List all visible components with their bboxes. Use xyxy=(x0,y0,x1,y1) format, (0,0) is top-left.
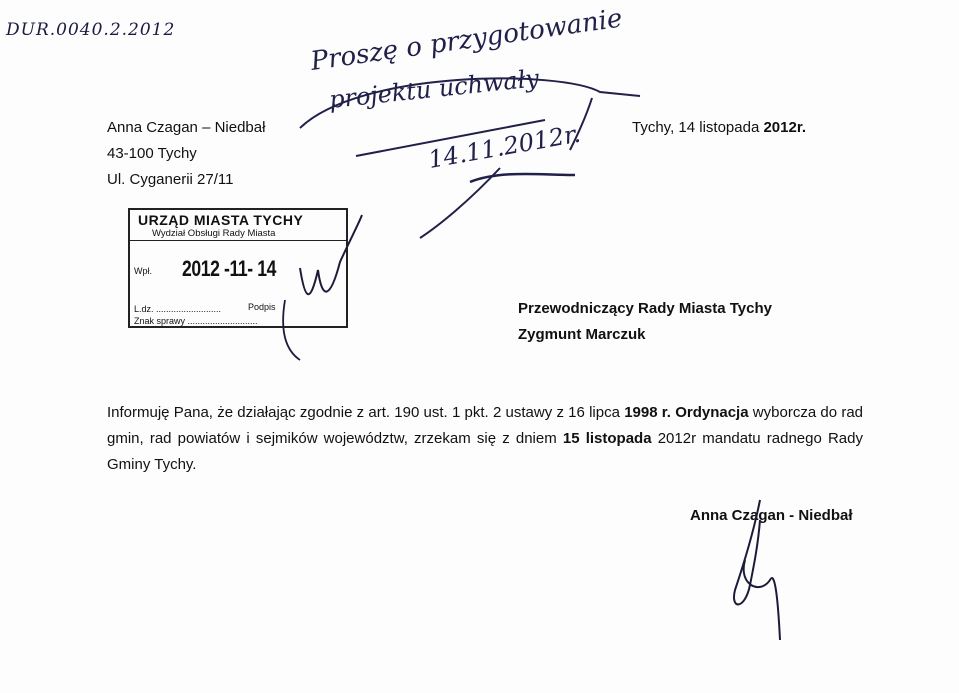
place-date xyxy=(632,117,806,138)
letter-body xyxy=(107,400,863,478)
stamp-received-label: Wpł. xyxy=(134,266,152,276)
body-bold-2: 15 listopada xyxy=(562,430,652,447)
body-text-2: wyborcza do rad gmin, rad powiatów i sejmików województw, zrzekam się z dniem xyxy=(107,404,863,447)
annotation-line-1: Proszę o przygotowanie xyxy=(308,3,625,77)
annotation-tail-stroke xyxy=(420,168,500,238)
stamp-ldz-label: L.dz. .......................... xyxy=(134,304,222,314)
reference-number: DUR.0040.2.2012 xyxy=(6,20,176,40)
stamp-znak-label: Znak sprawy ............................ xyxy=(134,316,258,326)
sender-address xyxy=(107,117,265,195)
stamp-title: URZĄD MIASTA TYCHY xyxy=(138,212,304,228)
sender-street: Ul. Cyganerii 27/11 xyxy=(107,171,234,188)
recipient-title: Przewodniczący Rady Miasta Tychy xyxy=(518,300,772,317)
place-date-text: Tychy, 14 listopada xyxy=(632,119,764,136)
stamp-podpis-label: Podpis xyxy=(248,302,276,312)
annotation-line-2: projektu uchwały xyxy=(327,64,541,114)
stamp-received-date: 2012 -11- 14 xyxy=(182,256,277,281)
recipient-name: Zygmunt Marczuk xyxy=(518,326,646,343)
annotation-date: 14.11.2012r. xyxy=(426,119,583,174)
signature-name: Anna Czagan - Niedbał xyxy=(690,507,853,524)
body-bold-1: 1998 r. Ordynacja xyxy=(624,404,749,421)
sender-name: Anna Czagan – Niedbał xyxy=(107,119,266,136)
place-date-year: 2012r. xyxy=(763,119,807,136)
sender-postal: 43-100 Tychy xyxy=(107,145,197,162)
annotation-stroke xyxy=(300,78,640,128)
stamp-divider xyxy=(130,240,346,241)
registry-stamp xyxy=(128,208,348,328)
annotation-initials-stroke xyxy=(470,174,575,182)
stamp-subtitle: Wydział Obsługi Rady Miasta xyxy=(152,228,276,239)
recipient-block xyxy=(518,298,772,350)
annotation-check-stroke xyxy=(570,98,592,150)
body-text-1: Informuję Pana, że działając zgodnie z art. 190 ust. 1 pkt. 2 ustawy z 16 lipca xyxy=(107,404,625,421)
annotation-underline xyxy=(356,120,545,156)
body-text-3: 2012r mandatu radnego Rady Gminy Tychy. xyxy=(107,430,863,473)
